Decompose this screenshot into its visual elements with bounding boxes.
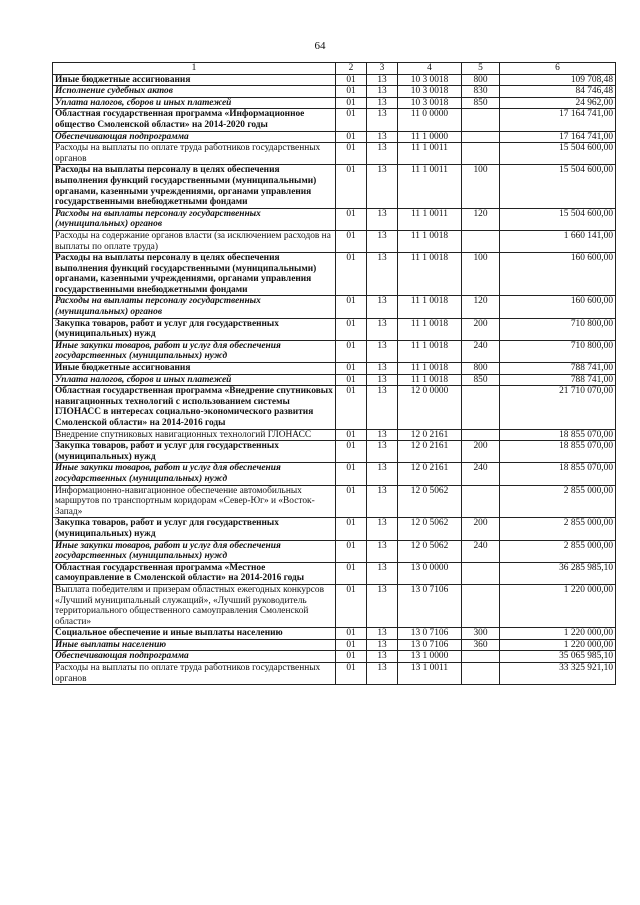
row-amount: 788 741,00 [500,363,616,375]
table-row [53,628,616,640]
row-amount: 24 962,00 [500,97,616,109]
row-name: Расходы на выплаты персоналу государственных (муниципальных) органов [53,296,336,318]
row-target-article: 13 0 0000 [398,562,462,584]
row-amount: 2 855 000,00 [500,540,616,562]
table-row [53,562,616,584]
table-row [53,253,616,296]
row-name: Иные закупки товаров, работ и услуг для обеспечения государственных (муниципальных) нужд [53,463,336,485]
table-row [53,165,616,208]
row-expense-type: 800 [462,74,500,86]
row-target-article: 11 1 0018 [398,363,462,375]
row-expense-type: 240 [462,463,500,485]
row-name: Уплата налогов, сборов и иных платежей [53,374,336,386]
row-target-article: 12 0 0000 [398,386,462,429]
row-name: Обеспечивающая подпрограмма [53,651,336,663]
table-row [53,441,616,463]
row-expense-type: 240 [462,340,500,362]
row-subsection: 13 [367,230,398,252]
row-target-article: 11 1 0011 [398,208,462,230]
row-subsection: 13 [367,441,398,463]
row-subsection: 13 [367,429,398,441]
row-name: Внедрение спутниковых навигационных технологий ГЛОНАСС [53,429,336,441]
row-amount: 160 600,00 [500,253,616,296]
row-name: Информационно-навигационное обеспечение автомобильных маршрутов по транспортным коридорам «Север-Юг» и «Восток-Запад» [53,485,336,518]
table-row [53,518,616,540]
row-section: 01 [336,441,367,463]
row-subsection: 13 [367,628,398,640]
row-subsection: 13 [367,540,398,562]
row-amount: 710 800,00 [500,318,616,340]
row-name: Закупка товаров, работ и услуг для государственных (муниципальных) нужд [53,518,336,540]
row-amount: 18 855 070,00 [500,441,616,463]
row-section: 01 [336,296,367,318]
row-amount: 1 220 000,00 [500,628,616,640]
row-amount: 17 164 741,00 [500,131,616,143]
row-name: Исполнение судебных актов [53,86,336,98]
row-amount: 710 800,00 [500,340,616,362]
table-row [53,540,616,562]
row-name: Областная государственная программа «Местное самоуправление в Смоленской области» на 2014-2016 годы [53,562,336,584]
row-section: 01 [336,386,367,429]
row-target-article: 11 1 0011 [398,143,462,165]
row-target-article: 12 0 2161 [398,441,462,463]
table-row [53,143,616,165]
budget-table [52,62,616,685]
row-section: 01 [336,639,367,651]
row-expense-type [462,663,500,685]
row-expense-type [462,485,500,518]
row-section: 01 [336,429,367,441]
row-section: 01 [336,363,367,375]
table-row [53,463,616,485]
table-row [53,109,616,131]
row-target-article: 11 1 0011 [398,165,462,208]
row-name: Закупка товаров, работ и услуг для государственных (муниципальных) нужд [53,318,336,340]
row-name: Иные выплаты населению [53,639,336,651]
row-target-article: 11 1 0000 [398,131,462,143]
row-name: Иные закупки товаров, работ и услуг для обеспечения государственных (муниципальных) нужд [53,340,336,362]
row-expense-type [462,584,500,627]
table-row [53,340,616,362]
page-number: 64 [314,40,326,52]
row-target-article: 12 0 5062 [398,485,462,518]
row-expense-type [462,230,500,252]
row-expense-type: 100 [462,165,500,208]
table-row [53,429,616,441]
row-expense-type [462,562,500,584]
row-amount: 35 065 985,10 [500,651,616,663]
table-row [53,74,616,86]
row-amount: 15 504 600,00 [500,208,616,230]
row-section: 01 [336,97,367,109]
row-section: 01 [336,86,367,98]
row-target-article: 13 1 0000 [398,651,462,663]
header-col-2: 2 [336,63,367,75]
row-expense-type: 240 [462,540,500,562]
row-section: 01 [336,562,367,584]
row-amount: 18 855 070,00 [500,429,616,441]
row-target-article: 12 0 5062 [398,518,462,540]
row-subsection: 13 [367,109,398,131]
row-amount: 788 741,00 [500,374,616,386]
row-expense-type [462,143,500,165]
row-subsection: 13 [367,463,398,485]
row-subsection: 13 [367,374,398,386]
row-amount: 1 220 000,00 [500,584,616,627]
row-section: 01 [336,628,367,640]
row-amount: 1 220 000,00 [500,639,616,651]
row-name: Расходы на выплаты по оплате труда работников государственных органов [53,663,336,685]
row-target-article: 11 1 0018 [398,374,462,386]
row-name: Расходы на выплаты по оплате труда работников государственных органов [53,143,336,165]
row-expense-type: 200 [462,318,500,340]
row-target-article: 11 1 0018 [398,253,462,296]
row-expense-type: 200 [462,518,500,540]
row-target-article: 11 1 0018 [398,230,462,252]
row-amount: 2 855 000,00 [500,485,616,518]
row-target-article: 13 1 0011 [398,663,462,685]
row-section: 01 [336,463,367,485]
row-section: 01 [336,318,367,340]
row-subsection: 13 [367,131,398,143]
row-expense-type: 800 [462,363,500,375]
row-subsection: 13 [367,74,398,86]
row-amount: 17 164 741,00 [500,109,616,131]
row-amount: 84 746,48 [500,86,616,98]
row-name: Иные бюджетные ассигнования [53,363,336,375]
table-row [53,374,616,386]
row-expense-type [462,651,500,663]
row-target-article: 11 0 0000 [398,109,462,131]
table-body [53,74,616,685]
row-expense-type: 120 [462,208,500,230]
row-name: Областная государственная программа «Внедрение спутниковых навигационных технологий с использованием системы ГЛОНАСС в интересах социально-экономического развития Смоленской области» на 2014-2016 годы [53,386,336,429]
row-section: 01 [336,109,367,131]
row-amount: 36 285 985,10 [500,562,616,584]
row-name: Расходы на выплаты персоналу в целях обеспечения выполнения функций государственными (муниципальными) органами, казенными учреждениями, органами управления государственными внебюджетными фондами [53,165,336,208]
row-section: 01 [336,143,367,165]
table-row [53,651,616,663]
row-section: 01 [336,208,367,230]
header-col-6: 6 [500,63,616,75]
row-section: 01 [336,165,367,208]
table-row [53,639,616,651]
row-subsection: 13 [367,340,398,362]
row-amount: 15 504 600,00 [500,165,616,208]
row-subsection: 13 [367,485,398,518]
row-expense-type: 850 [462,97,500,109]
row-subsection: 13 [367,651,398,663]
header-col-3: 3 [367,63,398,75]
row-target-article: 12 0 5062 [398,540,462,562]
row-expense-type: 120 [462,296,500,318]
row-amount: 1 660 141,00 [500,230,616,252]
table-row [53,230,616,252]
row-amount: 160 600,00 [500,296,616,318]
row-target-article: 13 0 7106 [398,584,462,627]
row-subsection: 13 [367,165,398,208]
row-section: 01 [336,584,367,627]
row-target-article: 13 0 7106 [398,628,462,640]
table-row [53,663,616,685]
row-name: Иные бюджетные ассигнования [53,74,336,86]
row-subsection: 13 [367,663,398,685]
row-expense-type: 360 [462,639,500,651]
row-amount: 2 855 000,00 [500,518,616,540]
row-target-article: 12 0 2161 [398,429,462,441]
row-expense-type: 830 [462,86,500,98]
table-row [53,386,616,429]
row-expense-type: 850 [462,374,500,386]
row-name: Уплата налогов, сборов и иных платежей [53,97,336,109]
row-amount: 18 855 070,00 [500,463,616,485]
row-target-article: 10 3 0018 [398,86,462,98]
row-expense-type: 300 [462,628,500,640]
row-section: 01 [336,74,367,86]
header-col-1: 1 [53,63,336,75]
row-subsection: 13 [367,518,398,540]
row-target-article: 11 1 0018 [398,296,462,318]
row-name: Обеспечивающая подпрограмма [53,131,336,143]
row-target-article: 13 0 7106 [398,639,462,651]
table-row [53,97,616,109]
row-name: Расходы на содержание органов власти (за исключением расходов на выплаты по оплате труда) [53,230,336,252]
table-header-row [53,63,616,75]
row-name: Социальное обеспечение и иные выплаты населению [53,628,336,640]
table-row [53,296,616,318]
row-expense-type [462,109,500,131]
row-subsection: 13 [367,639,398,651]
row-subsection: 13 [367,208,398,230]
row-amount: 109 708,48 [500,74,616,86]
table-row [53,485,616,518]
row-name: Областная государственная программа «Информационное общество Смоленской области» на 2014-2020 годы [53,109,336,131]
table-row [53,208,616,230]
row-section: 01 [336,230,367,252]
row-section: 01 [336,485,367,518]
row-target-article: 11 1 0018 [398,318,462,340]
row-section: 01 [336,374,367,386]
row-expense-type [462,131,500,143]
row-subsection: 13 [367,363,398,375]
row-target-article: 11 1 0018 [398,340,462,362]
table-row [53,318,616,340]
row-amount: 21 710 070,00 [500,386,616,429]
row-section: 01 [336,540,367,562]
row-expense-type: 100 [462,253,500,296]
row-section: 01 [336,651,367,663]
row-subsection: 13 [367,584,398,627]
row-name: Расходы на выплаты персоналу в целях обеспечения выполнения функций государственными (муниципальными) органами, казенными учреждениями, органами управления государственными внебюджетными фондами [53,253,336,296]
row-expense-type [462,386,500,429]
row-subsection: 13 [367,86,398,98]
row-subsection: 13 [367,97,398,109]
row-amount: 15 504 600,00 [500,143,616,165]
header-col-4: 4 [398,63,462,75]
row-section: 01 [336,518,367,540]
row-section: 01 [336,663,367,685]
row-target-article: 12 0 2161 [398,463,462,485]
header-col-5: 5 [462,63,500,75]
row-name: Иные закупки товаров, работ и услуг для обеспечения государственных (муниципальных) нужд [53,540,336,562]
table-row [53,584,616,627]
row-target-article: 10 3 0018 [398,74,462,86]
row-name: Закупка товаров, работ и услуг для государственных (муниципальных) нужд [53,441,336,463]
row-section: 01 [336,340,367,362]
row-subsection: 13 [367,143,398,165]
table-row [53,363,616,375]
row-expense-type [462,429,500,441]
row-target-article: 10 3 0018 [398,97,462,109]
row-subsection: 13 [367,386,398,429]
row-expense-type: 200 [462,441,500,463]
row-amount: 33 325 921,10 [500,663,616,685]
row-subsection: 13 [367,253,398,296]
table-row [53,131,616,143]
row-section: 01 [336,253,367,296]
row-section: 01 [336,131,367,143]
row-name: Выплата победителям и призерам областных ежегодных конкурсов «Лучший муниципальный служащий», «Лучший руководитель территориального общественного самоуправления Смоленской области» [53,584,336,627]
row-subsection: 13 [367,296,398,318]
table-row [53,86,616,98]
row-subsection: 13 [367,562,398,584]
row-subsection: 13 [367,318,398,340]
row-name: Расходы на выплаты персоналу государственных (муниципальных) органов [53,208,336,230]
